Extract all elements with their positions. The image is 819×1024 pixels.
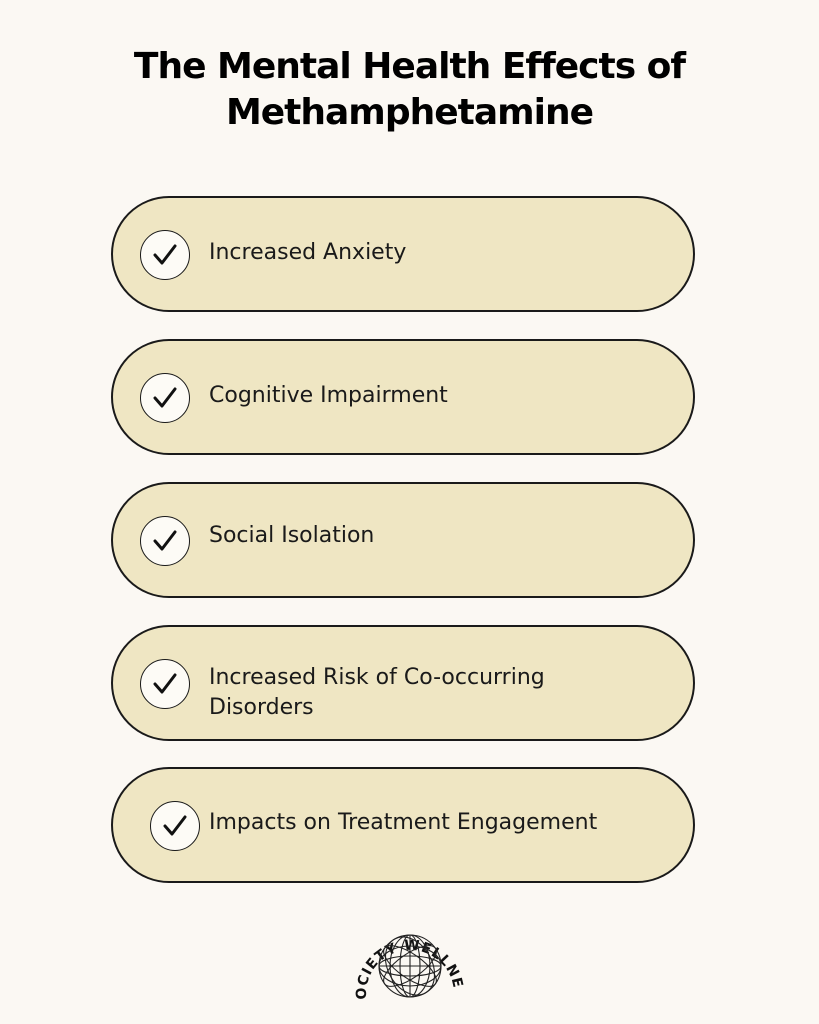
effect-item-cognitive xyxy=(111,339,695,455)
title-line-2: Methamphetamine xyxy=(225,92,594,133)
check-icon xyxy=(140,516,190,566)
effect-item-isolation xyxy=(111,482,695,598)
effect-item-treatment xyxy=(111,767,695,883)
globe-icon xyxy=(352,906,468,1006)
check-icon xyxy=(140,230,190,280)
check-icon xyxy=(150,801,200,851)
page-title xyxy=(0,44,819,136)
effect-item-anxiety xyxy=(111,196,695,312)
title-line-1: The Mental Health Effects of xyxy=(133,46,686,87)
check-icon xyxy=(140,373,190,423)
effect-label: Increased Anxiety xyxy=(209,240,407,265)
logo-text: OCIETY WELLNE xyxy=(353,937,466,1000)
society-wellness-logo xyxy=(352,906,468,1006)
effect-label: Cognitive Impairment xyxy=(209,383,448,408)
effect-label: Increased Risk of Co-occurring Disorders xyxy=(209,665,545,720)
check-icon xyxy=(140,659,190,709)
effect-item-co-occurring xyxy=(111,625,695,741)
effect-label: Social Isolation xyxy=(209,523,375,548)
effect-label: Impacts on Treatment Engagement xyxy=(209,810,598,835)
